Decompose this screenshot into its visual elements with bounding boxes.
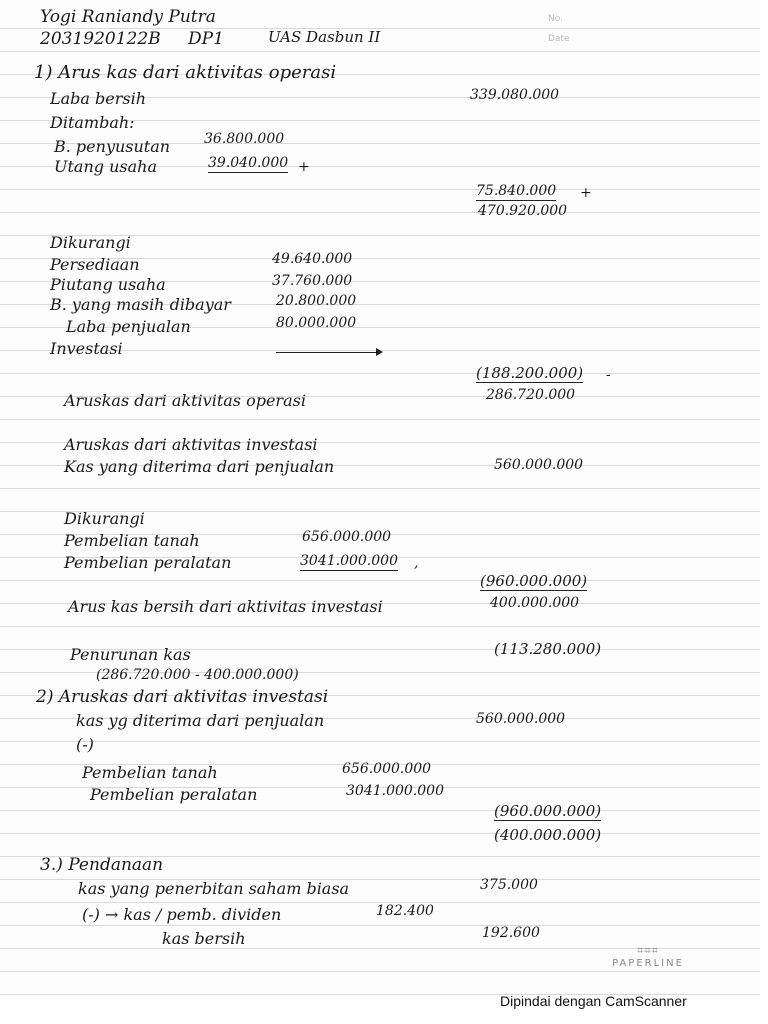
camscanner-footer: Dipindai dengan CamScanner xyxy=(500,993,687,1009)
s1b-peralatan-value: 3041.000.000 xyxy=(300,553,398,569)
s1-plus-mark: + xyxy=(298,159,310,175)
paperline-logo-icon: ⌗⌗⌗ xyxy=(637,944,659,957)
s1-subtotal: 470.920.000 xyxy=(478,203,568,219)
s2-title: 2) Aruskas dari aktivitas investasi xyxy=(36,687,329,707)
s2-less-total: (960.000.000) xyxy=(494,802,602,820)
s1b-net-label: Arus kas bersih dari aktivitas investasi xyxy=(68,597,383,616)
s2-kas-label: kas yg diterima dari penjualan xyxy=(76,711,325,730)
s1-laba-penjualan: Laba penjualan xyxy=(66,317,191,336)
s3-dividen-label: (-) → kas / pemb. dividen xyxy=(82,905,282,924)
s1b-tanah: Pembelian tanah xyxy=(64,531,200,550)
s1b-tanah-value: 656.000.000 xyxy=(302,529,392,545)
s1b-penurunan-label: Penurunan kas xyxy=(70,645,191,664)
s3-bersih-label: kas bersih xyxy=(162,929,246,948)
s3-kas-value: 375.000 xyxy=(480,877,538,893)
s1b-kas-value: 560.000.000 xyxy=(494,457,584,473)
s1-laba-penjualan-value: 80.000.000 xyxy=(276,315,357,331)
s2-peralatan-value: 3041.000.000 xyxy=(346,783,444,799)
s1-investasi: Investasi xyxy=(50,339,123,358)
s1b-less-total: (960.000.000) xyxy=(480,572,588,590)
s1-piutang: Piutang usaha xyxy=(50,275,166,294)
paperline-logo xyxy=(608,944,688,969)
s1-add-total: 75.840.000 xyxy=(476,183,557,199)
s1b-penurunan-value: (113.280.000) xyxy=(494,640,602,658)
s1b-calc: (286.720.000 - 400.000.000) xyxy=(96,667,299,683)
student-id: 2031920122B xyxy=(40,29,161,49)
s2-tanah-value: 656.000.000 xyxy=(342,761,432,777)
s3-kas-label: kas yang penerbitan saham biasa xyxy=(78,879,350,898)
s3-title: 3.) Pendanaan xyxy=(40,855,164,875)
s2-minus: (-) xyxy=(76,735,94,754)
s1-utang-usaha-value: 39.040.000 xyxy=(208,155,289,171)
exam-title: UAS Dasbun II xyxy=(268,28,381,46)
s1-b-penyusutan: B. penyusutan xyxy=(54,137,171,156)
s1-b-dibayar: B. yang masih dibayar xyxy=(50,295,231,314)
s3-dividen-value: 182.400 xyxy=(376,903,434,919)
s1b-peralatan: Pembelian peralatan xyxy=(64,553,232,572)
s1-arrow-icon xyxy=(376,348,383,356)
s1-persediaan: Persediaan xyxy=(50,255,140,274)
s1-laba-label: Laba bersih xyxy=(50,89,147,108)
s1-utang-usaha: Utang usaha xyxy=(54,157,157,176)
no-mark: No. xyxy=(548,14,563,24)
student-class: DP1 xyxy=(188,29,224,49)
s1-dikurangi: Dikurangi xyxy=(50,233,131,252)
s1-b-penyusutan-value: 36.800.000 xyxy=(204,131,285,147)
s1-laba-value: 339.080.000 xyxy=(470,87,560,103)
s2-net-value: (400.000.000) xyxy=(494,826,602,844)
s1b-kas-label: Kas yang diterima dari penjualan xyxy=(64,457,335,476)
s1-arrow-line xyxy=(276,352,376,353)
s1-net-value: 286.720.000 xyxy=(486,387,576,403)
s2-tanah: Pembelian tanah xyxy=(82,763,218,782)
s1-b-dibayar-value: 20.800.000 xyxy=(276,293,357,309)
s1-piutang-value: 37.760.000 xyxy=(272,273,353,289)
s3-bersih-value: 192.600 xyxy=(482,925,540,941)
s1-ditambah: Ditambah: xyxy=(50,113,135,132)
s1-less-mark: - xyxy=(606,367,611,383)
s1b-net-value: 400.000.000 xyxy=(490,595,580,611)
date-mark: Date xyxy=(548,34,570,44)
s2-kas-value: 560.000.000 xyxy=(476,711,566,727)
s1b-dikurangi: Dikurangi xyxy=(64,509,145,528)
s1-less-total: (188.200.000) xyxy=(476,364,584,382)
paperline-logo-text: PAPERLINE xyxy=(612,958,684,969)
s1-add-mark: + xyxy=(580,185,592,201)
s1-persediaan-value: 49.640.000 xyxy=(272,251,353,267)
s1b-comma-mark: , xyxy=(414,555,419,571)
s2-peralatan: Pembelian peralatan xyxy=(90,785,258,804)
s1-title: 1) Arus kas dari aktivitas operasi xyxy=(34,62,337,83)
s1b-title: Aruskas dari aktivitas investasi xyxy=(64,435,318,454)
student-name: Yogi Raniandy Putra xyxy=(40,7,216,27)
s1-net-label: Aruskas dari aktivitas operasi xyxy=(64,391,306,410)
